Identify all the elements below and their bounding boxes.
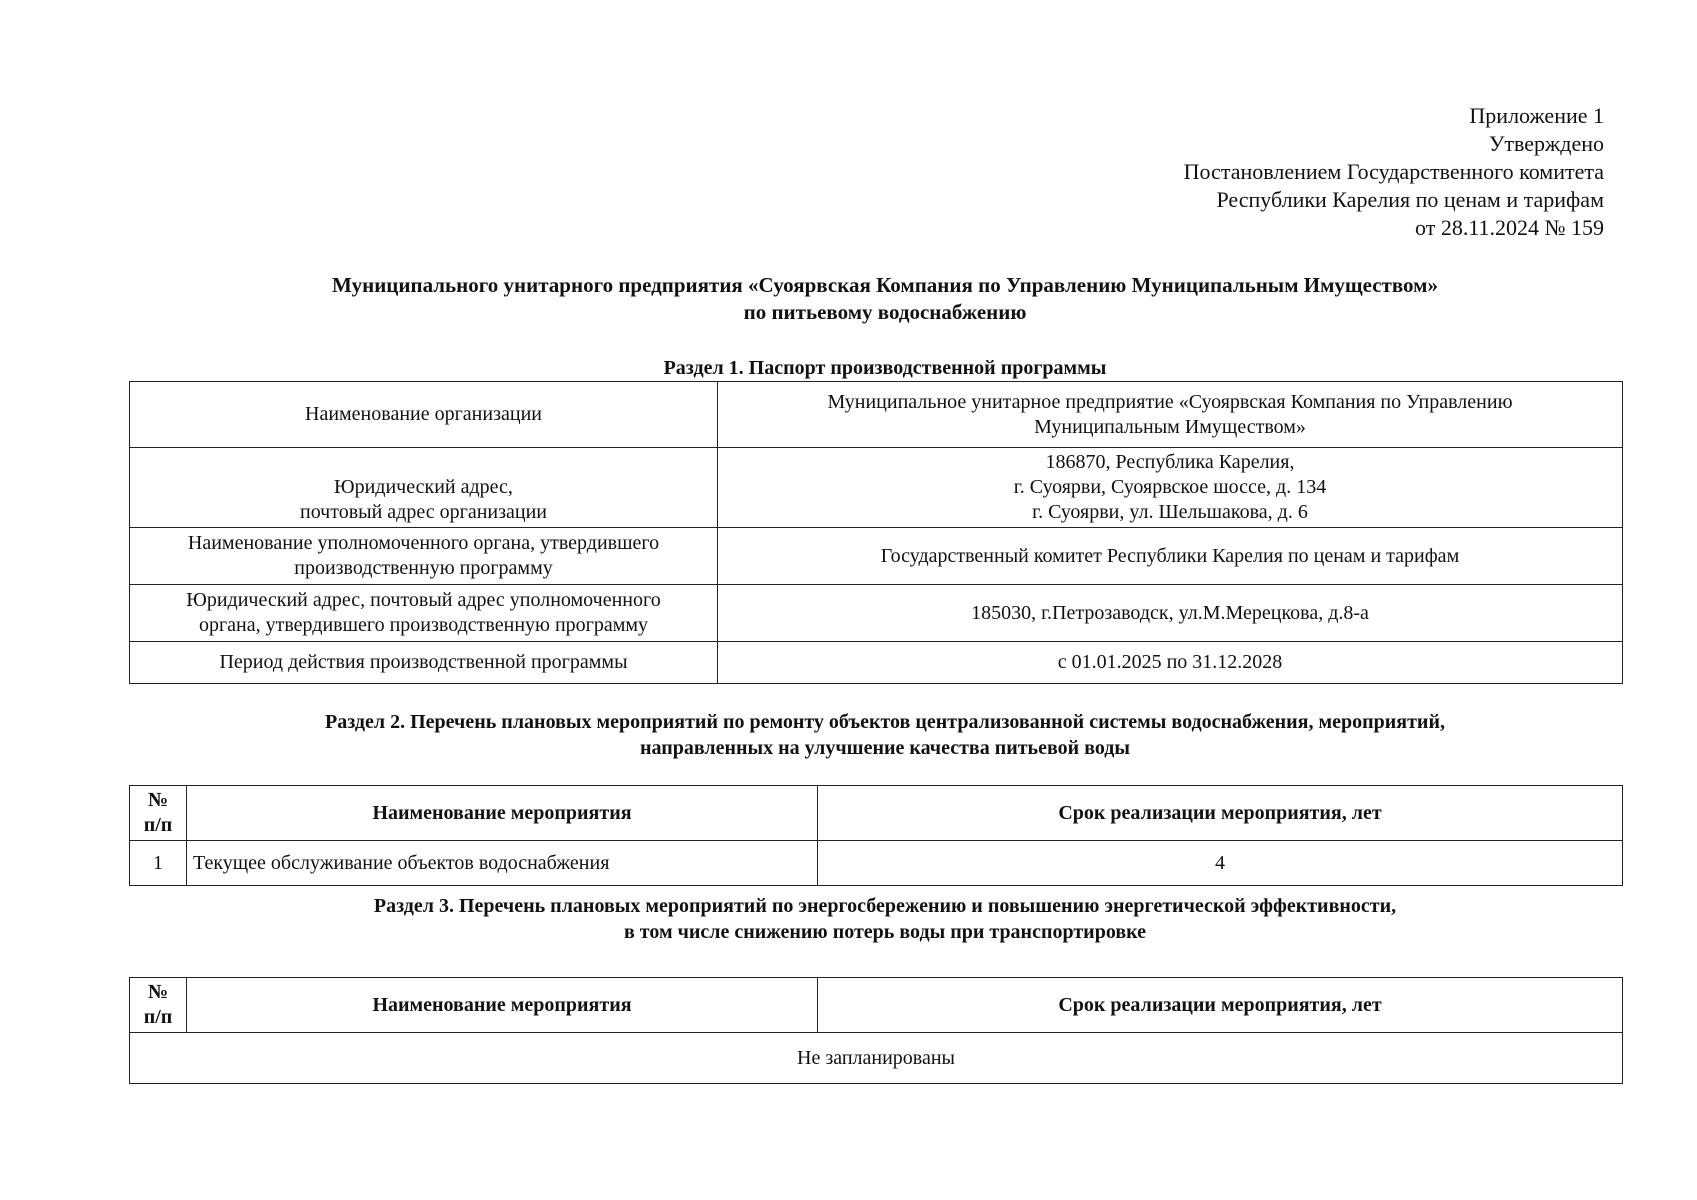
repair-measures-table [129,785,1623,886]
passport-value: Муниципальное унитарное предприятие «Суоярвская Компания по Управлению Муниципальным Имуществом» [718,382,1623,448]
row-num: 1 [130,841,187,886]
table-row [130,585,1623,642]
table-row [130,448,1623,528]
col-num-header: № п/п [130,786,187,841]
passport-value: 185030, г.Петрозаводск, ул.М.Мерецкова, д.8-а [718,585,1623,642]
passport-label: Юридический адрес, почтовый адрес уполномоченного органа, утвердившего производственную программу [130,585,718,642]
section1-heading-text: Раздел 1. Паспорт производственной программы [663,357,1107,379]
energy-measures-table [129,977,1623,1084]
passport-value: с 01.01.2025 по 31.12.2028 [718,642,1623,684]
passport-label: Период действия производственной программы [130,642,718,684]
approval-line: Утверждено [1488,131,1604,156]
passport-value: Государственный комитет Республики Карелия по ценам и тарифам [718,528,1623,585]
document-title [0,272,1697,326]
table-row [130,841,1623,886]
passport-label: Наименование уполномоченного органа, утвердившего производственную программу [130,528,718,585]
table-row [130,528,1623,585]
col-name-header: Наименование мероприятия [187,978,818,1033]
table-header-row [130,786,1623,841]
table-header-row [130,978,1623,1033]
document-title-line2: по питьевому водоснабжению [743,300,1027,324]
passport-label: Наименование организации [130,382,718,448]
document-title-line1: Муниципального унитарного предприятия «Суоярвская Компания по Управлению Муниципальным Имуществом» [332,273,1438,297]
table-row [130,382,1623,448]
passport-label: Юридический адрес, почтовый адрес организации [130,448,718,528]
col-name-header: Наименование мероприятия [187,786,818,841]
approval-line: Постановлением Государственного комитета [1183,159,1604,184]
passport-value: 186870, Республика Карелия, г. Суоярви, Суоярвское шоссе, д. 134 г. Суоярви, ул. Шельшакова, д. 6 [718,448,1623,528]
col-term-header: Срок реализации мероприятия, лет [818,786,1623,841]
col-num-header: № п/п [130,978,187,1033]
section2-heading: Раздел 2. Перечень плановых мероприятий по ремонту объектов централизованной системы водоснабжения, мероприятий, направленных на улучшение качества питьевой воды [325,711,1445,759]
approval-line: Республики Карелия по ценам и тарифам [1216,187,1604,212]
row-term: 4 [818,841,1623,886]
col-term-header: Срок реализации мероприятия, лет [818,978,1623,1033]
section3-heading: Раздел 3. Перечень плановых мероприятий по энергосбережению и повышению энергетической эффективности, в том числе снижению потерь воды при транспортировке [373,895,1397,943]
approval-line: от 28.11.2024 № 159 [1415,215,1604,240]
table-row [130,642,1623,684]
approval-line: Приложение 1 [1469,103,1604,128]
row-name: Текущее обслуживание объектов водоснабжения [187,841,818,886]
empty-note: Не запланированы [130,1033,1623,1084]
passport-table [129,381,1623,684]
table-row [130,1033,1623,1084]
approval-block [1184,102,1604,242]
section1-heading [0,355,1697,381]
